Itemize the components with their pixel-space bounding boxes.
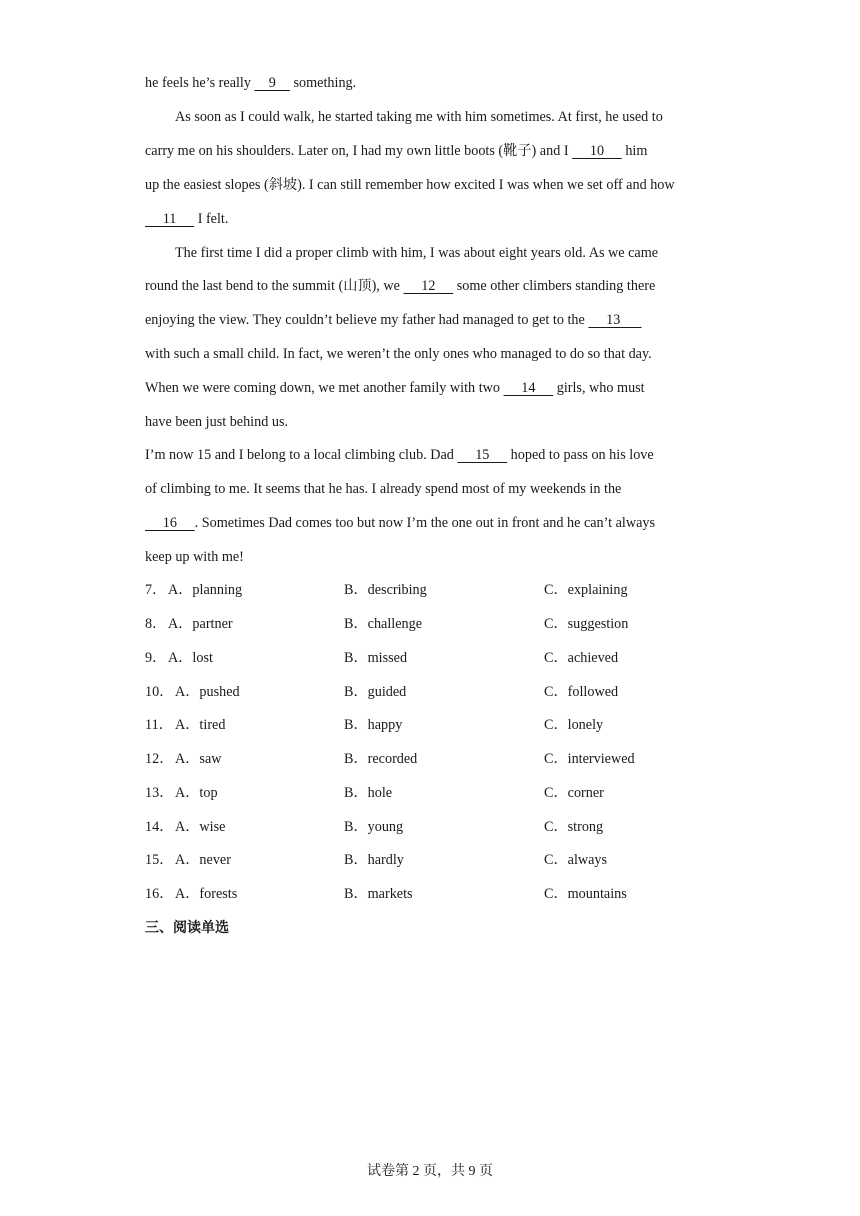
text: hoped to pass on his love [507,447,654,463]
question-number: 10． [145,684,174,700]
text: he feels he’s really [145,75,255,91]
passage-line-2: As soon as I could walk, he started taking me with him sometimes. At first, he used to [175,109,663,125]
page-footer: 试卷第 2 页，共 9 页 [367,1164,493,1179]
option-c[interactable]: C．corner [544,785,604,801]
option-b[interactable]: B．hole [344,785,393,801]
question-number: 8． [145,616,167,632]
section-title: 三、阅读单选 [145,920,229,936]
passage-line-5 [145,209,228,229]
question-number: 7． [145,582,167,598]
passage-line-12 [145,445,654,465]
option-b[interactable]: B．guided [344,684,407,700]
option-a[interactable]: A．wise [175,819,226,835]
option-b[interactable]: B．markets [344,886,413,902]
option-a[interactable]: A．top [175,785,218,801]
option-b[interactable]: B．young [344,819,404,835]
blank-14: 14 [503,380,554,396]
option-b[interactable]: B．challenge [344,616,423,632]
option-c[interactable]: C．achieved [544,650,619,666]
option-a[interactable]: A．pushed [175,684,240,700]
option-b[interactable]: B．hardly [344,852,404,868]
text: girls, who must [553,380,645,396]
question-number: 15． [145,852,174,868]
option-c[interactable]: C．lonely [544,717,604,733]
option-b[interactable]: B．happy [344,717,403,733]
passage-line-11: have been just behind us. [145,414,289,430]
text: some other climbers standing there [453,278,656,294]
passage-line-15: keep up with me! [145,549,244,565]
option-c[interactable]: C．mountains [544,886,627,902]
text: round the last bend to the summit (山顶), we [145,278,404,294]
text: enjoying the view. They couldn’t believe my father had managed to get to the [145,312,589,328]
blank-13: 13 [588,312,642,328]
option-a[interactable]: A．saw [175,751,222,767]
text: something. [289,75,357,91]
text: I’m now 15 and I belong to a local climbing club. Dad [145,447,458,463]
passage-line-9: with such a small child. In fact, we weren’t the only ones who managed to do so that day. [145,346,652,362]
question-number: 13． [145,785,174,801]
option-a[interactable]: A．partner [168,616,233,632]
option-c[interactable]: C．strong [544,819,604,835]
blank-11: 11 [145,211,195,227]
option-c[interactable]: C．followed [544,684,619,700]
passage-line-13: of climbing to me. It seems that he has. I already spend most of my weekends in the [145,481,622,497]
option-a[interactable]: A．lost [168,650,213,666]
passage-line-3 [145,141,647,161]
text: I felt. [194,211,229,227]
option-c[interactable]: C．explaining [544,582,628,598]
option-b[interactable]: B．recorded [344,751,418,767]
question-number: 16． [145,886,174,902]
option-b[interactable]: B．missed [344,650,408,666]
text: carry me on his shoulders. Later on, I had my own little boots (靴子) and I [145,143,573,159]
option-c[interactable]: C．suggestion [544,616,629,632]
question-number: 11． [145,717,173,733]
option-b[interactable]: B．describing [344,582,427,598]
option-a[interactable]: A．never [175,852,231,868]
passage-line-14 [145,513,655,533]
blank-9: 9 [254,75,290,91]
question-number: 14． [145,819,174,835]
question-number: 9． [145,650,167,666]
passage-line-8 [145,310,642,330]
passage-line-10 [145,378,645,398]
option-a[interactable]: A．planning [168,582,243,598]
passage-line-1 [145,73,356,93]
passage-line-6: The first time I did a proper climb with him, I was about eight years old. As we came [175,245,659,261]
blank-15: 15 [457,447,508,463]
option-c[interactable]: C．interviewed [544,751,635,767]
blank-16: 16 [145,515,195,531]
question-number: 12． [145,751,174,767]
option-a[interactable]: A．tired [175,717,226,733]
passage-line-4: up the easiest slopes (斜坡). I can still remember how excited I was when we set off and how [145,177,675,193]
text: . Sometimes Dad comes too but now I’m the one out in front and he can’t always [194,515,655,531]
text: When we were coming down, we met another family with two [145,380,504,396]
option-a[interactable]: A．forests [175,886,238,902]
option-c[interactable]: C．always [544,852,608,868]
blank-10: 10 [572,143,622,159]
text: him [621,143,648,159]
blank-12: 12 [403,278,454,294]
passage-line-7 [145,276,655,296]
